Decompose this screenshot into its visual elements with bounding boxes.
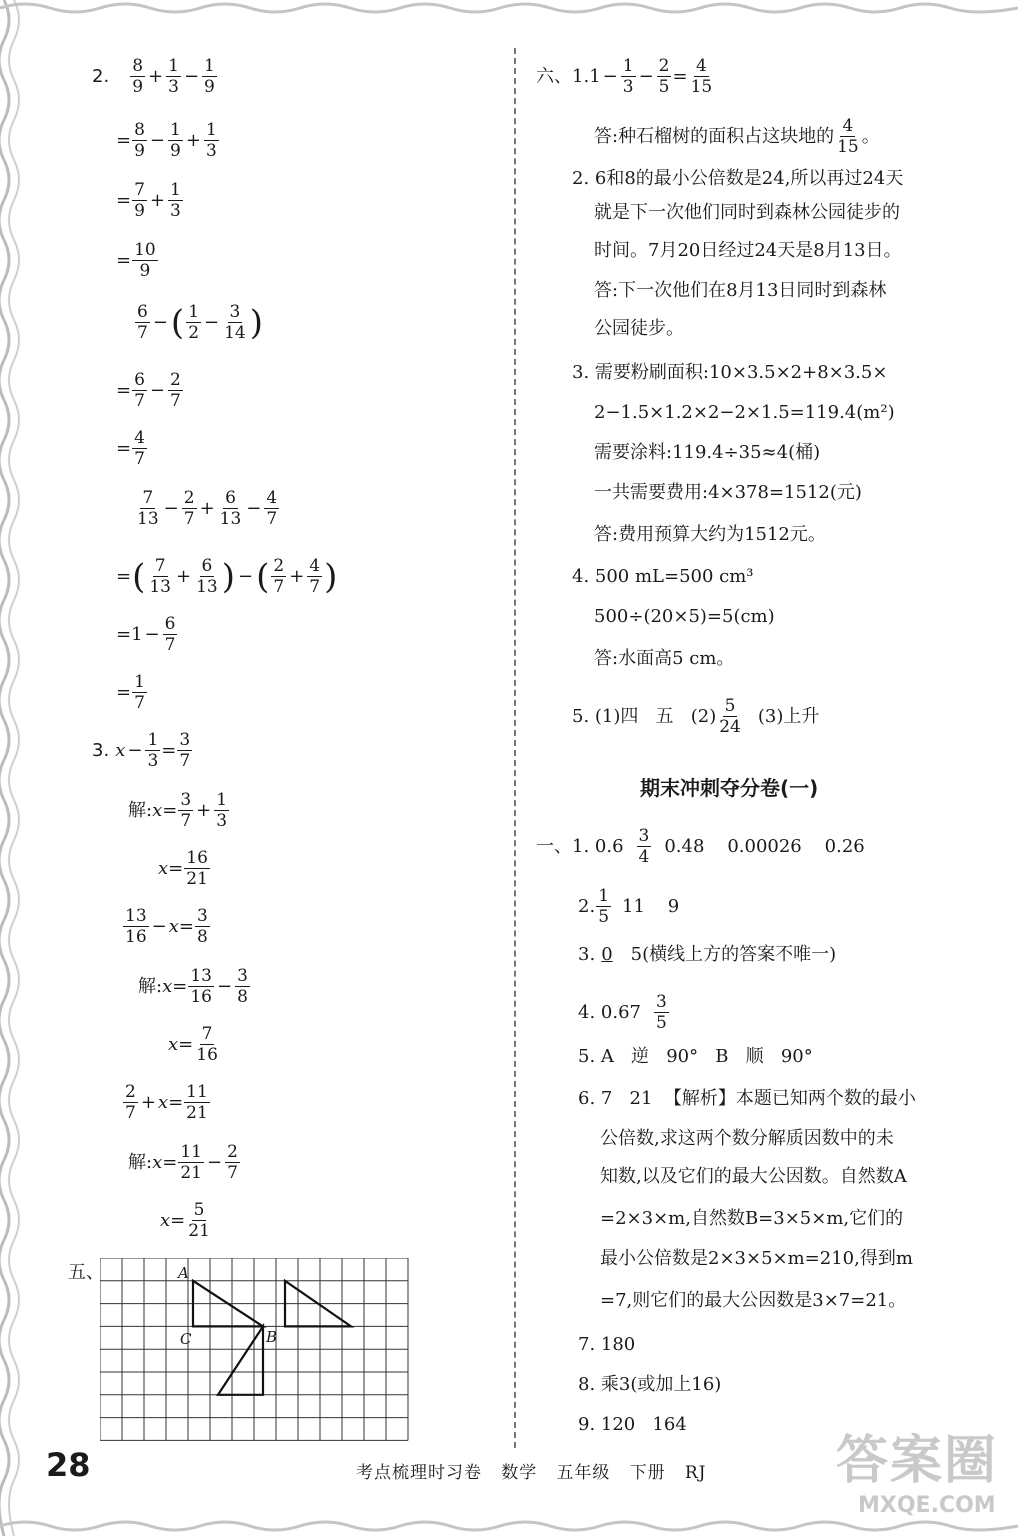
right-q6-3-line2: 2−1.5×1.2×2−2×1.5=119.4(m²) [594,402,895,423]
left-q2-line2: = $\frac{8}{9}$ − $\frac{1}{9}$ + $\frac{1}{3}$ [116,120,217,161]
right-q6-3-line3: 需要涂料:119.4÷35≈4(桶) [594,442,821,463]
left-q2c-line4: = $\frac{1}{7}$ [116,672,145,713]
grid-label-b: B [266,1328,278,1346]
left-q2c-line3: = 1 − $\frac{6}{7}$ [116,614,176,655]
grid-label-c: C [180,1330,192,1348]
left-q2-line1: 2. $\frac{8}{9}$ + $\frac{1}{3}$ − $\frac{1}{9}$ [92,56,215,97]
left-q3-line2: 解: x = $\frac{3}{7}$ + $\frac{1}{3}$ [128,790,228,831]
left-q3c-line1: $\frac{2}{7}$ + x = $\frac{11}{21}$ [125,1082,208,1123]
right-s1-q7: 7. 180 [578,1334,636,1355]
left-q2c-line2: = ( $\frac{7}{13}$ + $\frac{6}{13}$ ) − ( $\frac{2}{7}$ + $\frac{4}{7}$ ) [116,556,338,597]
question-number: 3. [92,739,110,761]
left-q2-line3: = $\frac{7}{9}$ + $\frac{1}{3}$ [116,180,181,221]
right-s1-q6-line4: =2×3×m,自然数B=3×5×m,它们的 [600,1208,904,1229]
left-q2b-line1: $\frac{6}{7}$ − ( $\frac{1}{2}$ − $\frac{3}{14}$ ) [137,302,264,343]
right-s1-q3: 3. 0 5(横线上方的答案不唯一) [578,944,837,965]
bottom-wavy-border [0,1516,1018,1536]
right-s1-q6-line1: 6. 7 21 【解析】本题已知两个数的最小 [578,1088,916,1109]
right-q6-5: 5. (1)四 五 (2) $\frac{5}{24}$ (3)上升 [572,696,820,737]
right-q6-4-line3: 答:水面高5 cm。 [594,648,735,669]
top-wavy-border [0,0,1018,22]
left-q3-line3: x = $\frac{16}{21}$ [158,848,208,889]
right-q6-3-line4: 一共需要费用:4×378=1512(元) [594,482,862,503]
left-q2c-line1: $\frac{7}{13}$ − $\frac{2}{7}$ + $\frac{6}{13}$ − $\frac{4}{7}$ [137,488,278,529]
left-q3c-line3: x = $\frac{5}{21}$ [160,1200,210,1241]
page-number: 28 [46,1446,91,1484]
watermark-logo: 答案圈 MXQE.COM [836,1431,999,1518]
left-q3-line1: 3. x − $\frac{1}{3}$ = $\frac{3}{7}$ [92,730,191,771]
right-s1-q6-line3: 知数,以及它们的最大公因数。自然数A [600,1166,907,1187]
question-number: 2. [92,65,110,87]
left-q5-label: 五、 [68,1262,104,1283]
grid-figure [100,1258,410,1444]
right-q6-3-line1: 3. 需要粉刷面积:10×3.5×2+8×3.5× [572,362,888,383]
right-q6-2-line3: 时间。7月20日经过24天是8月13日。 [594,240,902,261]
right-q6-4-line2: 500÷(20×5)=5(cm) [594,606,775,627]
right-q6-1-answer: 答:种石榴树的面积占这块地的 $\frac{4}{15}$ 。 [594,116,880,157]
left-q2b-line2: = $\frac{6}{7}$ − $\frac{2}{7}$ [116,370,181,411]
left-q2b-line3: = $\frac{4}{7}$ [116,428,145,469]
right-q6-2-line1: 2. 6和8的最小公倍数是24,所以再过24天 [572,168,904,189]
right-s1-q2: 2. $\frac{1}{5}$ 11 9 [578,886,680,927]
left-q2-line4: = $\frac{10}{9}$ [116,240,156,281]
left-q3c-line2: 解: x = $\frac{11}{21}$ − $\frac{2}{7}$ [128,1142,238,1183]
left-q3b-line2: 解: x = $\frac{13}{16}$ − $\frac{3}{8}$ [138,966,248,1007]
right-q6-2-line2: 就是下一次他们同时到森林公园徒步的 [594,202,900,223]
left-q3b-line1: $\frac{13}{16}$ − x = $\frac{3}{8}$ [125,906,208,947]
right-q6-4-line1: 4. 500 mL=500 cm³ [572,566,754,587]
right-q6-1: 六、 1. 1 − $\frac{1}{3}$ − $\frac{2}{5}$ = $\frac{4}{15}$ [536,56,713,97]
right-s1-q6-line2: 公倍数,求这两个数分解质因数中的未 [600,1128,894,1149]
right-s1-q6-line5: 最小公倍数是2×3×5×m=210,得到m [600,1248,913,1269]
triangle-rotated [218,1326,263,1394]
right-s1-q5: 5. A 逆 90° B 顺 90° [578,1046,813,1067]
right-s1-q8: 8. 乘3(或加上16) [578,1374,722,1395]
right-s1-q6-line6: =7,则它们的最大公因数是3×7=21。 [600,1290,907,1311]
right-s1-q4: 4. 0.67 $\frac{3}{5}$ [578,992,667,1033]
right-s1-q9: 9. 120 164 [578,1414,687,1435]
right-q6-2-line5: 公园徒步。 [594,318,684,339]
right-q6-2-line4: 答:下一次他们在8月13日同时到森林 [594,280,887,301]
right-s1-q1: 一、 1. 0.6 $\frac{3}{4}$ 0.48 0.00026 0.26 [536,826,865,867]
column-divider [514,48,516,1448]
left-q3b-line3: x = $\frac{7}{16}$ [168,1024,218,1065]
left-wavy-border [0,0,36,1536]
grid-label-a: A [178,1264,189,1282]
section-title: 期末冲刺夺分卷(一) [640,776,819,800]
right-q6-3-line5: 答:费用预算大约为1512元。 [594,524,826,545]
footer-text: 考点梳理时习卷 数学 五年级 下册 RJ [356,1463,707,1483]
